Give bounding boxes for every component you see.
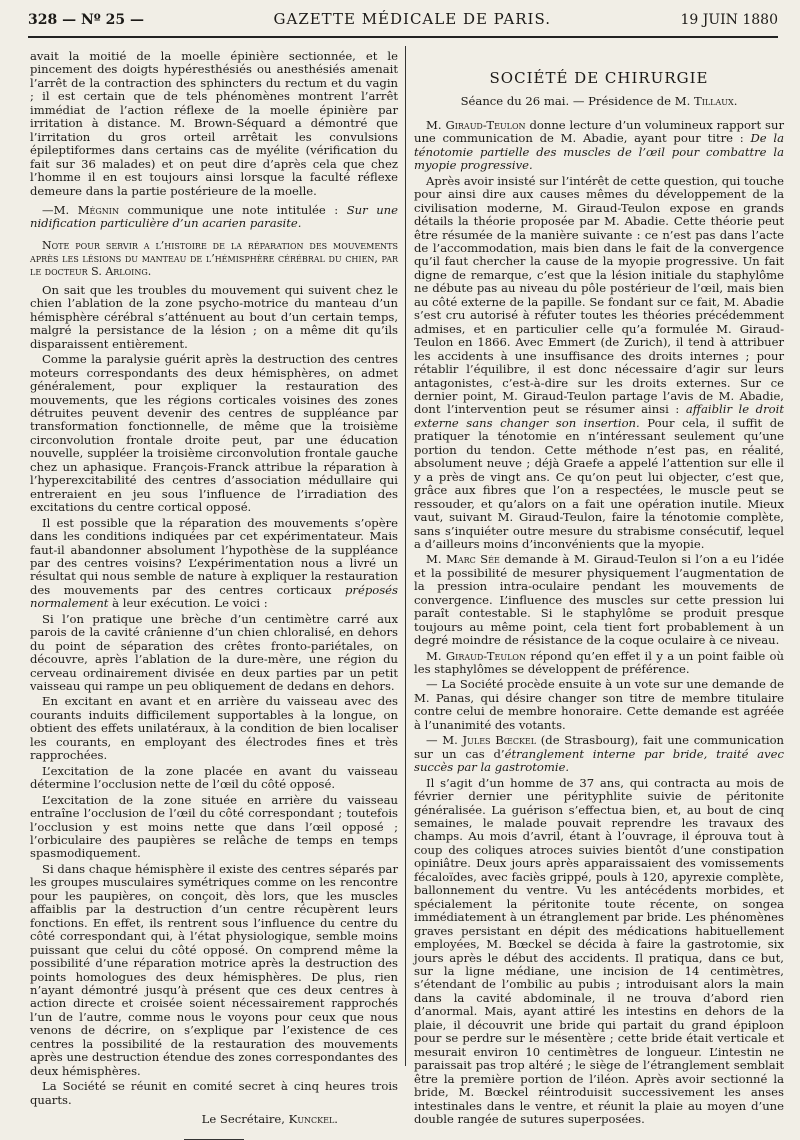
page-header	[28, 10, 778, 36]
left-column	[30, 50, 398, 1140]
right-column	[414, 50, 784, 1128]
paragraph: On sait que les troubles du mouvement qui suivent chez le chien l’ablation de la zone psycho-motrice du manteau d’un hémisphère cérébral s’atténuent au bout d’un certain temps, malgré la persistance de la lésion ; on a même dit qu’ils disparaissent entièrement.	[30, 282, 398, 351]
paragraph: L’excitation de la zone située en arrière du vaisseau entraîne l’occlusion de l’œil du côté correspondant ; toutefois l’occlusion y est moins nette que dans l’œil opposé ; l’orbiculaire des paupières se relâche de temps en temps spasmodiquement.	[30, 792, 398, 861]
page-number-issue	[28, 12, 144, 28]
paragraph: La Société se réunit en comité secret à cinq heures trois quarts.	[30, 1079, 398, 1107]
paragraph: Comme la paralysie guérit après la destruction des centres moteurs correspondants des deux hémisphères, on admet généralement, pour expliquer la restauration des mouvements, que les régions corticales voisines des zones détruites peuvent devenir des centres de suppléance par transformation fonctionnelle, de même que la troisième circonvolution frontale droite peut, par une éducation nouvelle, suppléer la troisième circonvolution frontale gauche chez un aphasique. François-Franck attribue la réparation à l’hyperexcitabilité des centres d’association médullaire qui entreraient en jeu sous l’influence de l’irradiation des excitations du centre cortical opposé.	[30, 352, 398, 515]
paragraph: Après avoir insisté sur l’intérêt de cette question, qui touche pour ainsi dire aux causes mêmes du développement de la civilisation moderne, M. Giraud-Teulon expose en grands détails la théorie proposée par M. Abadie. Cette théorie peut être résumée de la manière suivante : ce n’est pas dans l’acte de l’accommodation, mais bien dans le fait de la convergence qu’il faut chercher la cause de la myopie progressive. Un fait digne de remarque, c’est que la lésion initiale du staphylôme ne débute pas au niveau du pôle postérieur de l’œil, mais bien au côté externe de la papille. Se fondant sur ce fait, M. Abadie s’est cru autorisé à réfuter toutes les théories précédemment admises, et en particulier celle qu’a formulée M. Giraud-Teulon en 1866. Avec Emmert (de Zurich), il tend à attribuer les accidents à une insuffisance des droits internes ; pour rétablir l’équilibre, il est donc nécessaire d’agir sur leurs antagonistes, c’est-à-dire sur les droits externes. Sur ce dernier point, M. Giraud-Teulon partage l’avis de M. Abadie, dont l’intervention peut se résumer ainsi : affaiblir le droit externe sans changer son insertion. Pour cela, il suffit de pratiquer la ténotomie en n’intéressant seulement qu’une portion du tendon. Cette méthode n’est pas, en réalité, absolument neuve ; déjà Graefe a appelé l’attention sur elle il y a près de vingt ans. Ce qu’on peut lui objecter, c’est que, grâce aux fibres que l’on a respectées, le muscle peut se ressouder, et qu’alors on a fait une opération inutile. Mieux vaut, suivant M. Giraud-Teulon, faire la ténotomie complète, sans s’inquiéter outre mesure du strabisme consécutif, lequel a d’ailleurs moins d’inconvénients que la myopie.	[414, 173, 784, 551]
paragraph: Il est possible que la réparation des mouvements s’opère dans les conditions indiquées par cet expérimentateur. Mais faut-il abandonner absolument l’hypothèse de la suppléance par des centres voisins? L’expérimentation nous a livré un résultat qui nous semble de nature à expliquer la restauration des mouvements par des centres corticaux préposés normalement à leur exécution. Le voici :	[30, 515, 398, 611]
journal-title: GAZETTE MÉDICALE DE PARIS.	[273, 10, 551, 28]
issue-number: — Nº 25 —	[62, 12, 145, 28]
paragraph: Si l’on pratique une brèche d’un centimètre carré aux parois de la cavité crânienne d’un chien chloralisé, en dehors du point de séparation des crêtes fronto-pariétales, on découvre, après l’ablation de la dure-mère, une région du cerveau ordinairement divisée en deux parties par un petit vaisseau qui rampe un peu obliquement de dedans en dehors.	[30, 611, 398, 694]
paragraph: L’excitation de la zone placée en avant du vaisseau détermine l’occlusion nette de l’œil du côté opposé.	[30, 763, 398, 792]
issue-date: 19 JUIN 1880	[680, 12, 778, 28]
paragraph: M. Giraud-Teulon donne lecture d’un volumineux rapport sur une communication de M. Abadie, ayant pour titre : De la ténotomie partielle des muscles de l’œil pour combattre la myopie progressive.	[414, 117, 784, 173]
header-rule	[28, 36, 778, 38]
page-number: 328	[28, 12, 58, 28]
paragraph: M. Giraud-Teulon répond qu’en effet il y a un point faible où les staphylômes se développent de préférence.	[414, 648, 784, 677]
paragraph: — M. Jules Bœckel (de Strasbourg), fait une communication sur un cas d’étranglement interne par bride, traité avec succès par la gastrotomie.	[414, 733, 785, 775]
author-name: Mégnin	[77, 202, 119, 217]
paragraph: Si dans chaque hémisphère il existe des centres séparés par les groupes musculaires symétriques comme on les rencontre pour les paupières, on conçoit, dès lors, que les muscles affaiblis par la destruction d’un centre récupèrent leurs fonctions. En effet, ils rentrent sous l’influence du centre du côté correspondant qui, à l’état physiologique, semble moins puissant que celui du côté opposé. On comprend même la possibilité d’une réparation motrice après la destruction des points homologues des deux hémisphères. De plus, rien n’ayant démontré jusqu’à présent que ces deux centres à action directe et croisée soient nécessairement rapprochés l’un de l’autre, comme nous le voyons pour ceux que nous venons de décrire, on s’explique par l’existence de ces centres la possibilité de la restauration des mouvements après une destruction étendue des zones correspondantes des deux hémisphères.	[30, 861, 398, 1078]
signature: Le Secrétaire, Kunckel.	[201, 1112, 338, 1127]
article-heading: Note pour servir a l’histoire de la réparation des mouvements après les lésions du manteau de l’hémisphère cérébral du chien, par le docteur S. Arloing.	[30, 238, 398, 278]
paragraph-megnin: —M. Mégnin communique une note intitulée : Sur une nidification particulière d’un acarien parasite.	[30, 202, 399, 231]
end-rule	[184, 1139, 244, 1140]
paragraph: Il s’agit d’un homme de 37 ans, qui contracta au mois de février dernier une pérityphlite suivie de péritonite généralisée. La guérison s’effectua bien, et, au bout de cinq semaines, le malade pouvait reprendre les travaux des champs. Au mois d’avril, étant à l’ouvrage, il éprouva tout à coup des coliques atroces suivies bientôt d’une constipation opiniâtre. Deux jours après apparaissaient des vomissements fécaloïdes, avec faciès grippé, pouls à 120, apyrexie complète, ballonnement du ventre. Vu les antécédents morbides, et spécialement la péritonite toute récente, on songea immédiatement à un étranglement par bride. Les phénomènes graves persistant en dépit des médications habituellement employées, M. Bœckel se décida à faire la gastrotomie, six jours après le début des accidents. Il pratiqua, dans ce but, sur la ligne médiane, une incision de 14 centimètres, s’étendant de l’ombilic au pubis ; introduisant alors la main dans la cavité abdominale, il ne trouva d’abord rien d’anormal. Mais, ayant attiré les intestins en dehors de la plaie, il découvrit une bride qui partait du grand épiploon pour se perdre sur le mésentère ; cette bride était verticale et mesurait environ 10 centimètres de longueur. L’intestin ne paraissait pas trop altéré ; le siège de l’étranglement semblait être la première portion de l’iléon. Après avoir sectionné la bride, M. Bœckel réintroduisit successivement les anses intestinales dans le ventre, et réunit la plaie au moyen d’une double rangée de sutures superposées.	[414, 775, 784, 1126]
paragraph: — La Société procède ensuite à un vote sur une demande de M. Panas, qui désire changer son titre de membre titulaire contre celui de membre honoraire. Cette demande est agréée à l’unanimité des votants.	[414, 677, 784, 732]
paragraph: avait la moitié de la moelle épinière sectionnée, et le pincement des doigts hypéresthésiés ou anesthésiés amenait l’arrêt de la contraction des sphincters du rectum et du vagin ; il est certain que de tels phénomènes montrent l’arrêt immédiat de l’action réflexe de la moelle épinière par irritation à distance. M. Brown-Séquard a démontré que l’irritation du gros orteil arrêtait les convulsions épileptiformes dans certains cas de myélite (vérification du fait sur 36 malades) et on peut dire d’après cela que chez l’homme il en est toujours ainsi lorsque la faculté réflexe demeure dans la partie postérieure de la moelle.	[30, 49, 398, 198]
note-title-italic: Sur une nidification particulière d’un acarien parasite.	[30, 202, 399, 231]
paragraph: En excitant en avant et en arrière du vaisseau avec des courants induits difficilement supportables à la longue, on obtient des effets unilatéraux, à la condition de bien localiser les courants, en employant des électrodes fines et très rapprochées.	[30, 694, 398, 763]
paragraph: M. Marc Sée demande à M. Giraud-Teulon si l’on a eu l’idée et la possibilité de mesurer physiquement l’augmentation de la pression intra-oculaire pendant les mouvements de convergence. L’influence des muscles sur cette pression lui paraît contestable. Si le staphylôme se produit presque toujours au même point, cela tient fort probablement à un degré moindre de résistance de la coque oculaire à ce niveau.	[414, 552, 784, 648]
section-title: SOCIÉTÉ DE CHIRURGIE	[489, 69, 709, 87]
column-divider	[405, 46, 406, 1066]
session-line: Séance du 26 mai. — Présidence de M. Tillaux.	[460, 94, 738, 109]
